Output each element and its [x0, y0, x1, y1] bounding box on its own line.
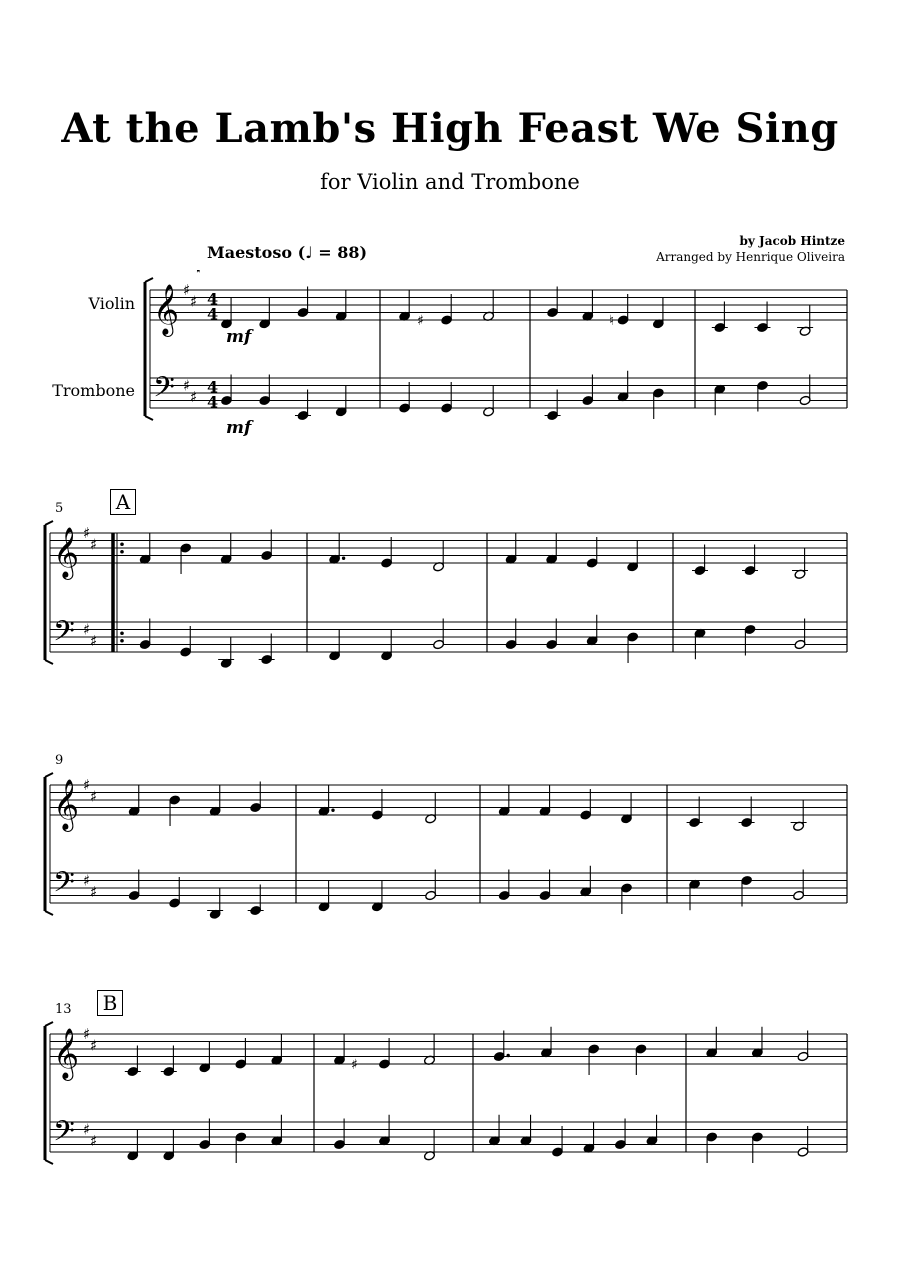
- time-signature-bottom: 4: [207, 392, 219, 412]
- sharp-icon: ♯: [83, 620, 91, 639]
- repeat-dot: [120, 550, 124, 554]
- natural-icon: ♮: [609, 313, 615, 329]
- bracket-bottom: [145, 416, 153, 420]
- tempo-marking: Maestoso (♩ = 88): [207, 243, 368, 262]
- down-bow-icon: [196, 271, 200, 273]
- treble-clef-icon: 𝄞: [153, 284, 180, 335]
- page-subtitle: for Violin and Trombone: [320, 170, 580, 194]
- repeat-dot: [120, 639, 124, 643]
- page-title: At the Lamb's High Feast We Sing: [61, 105, 839, 152]
- dot: [331, 809, 334, 812]
- dynamic-mf-violin: mf: [226, 327, 252, 347]
- sharp-icon: ♯: [90, 1036, 98, 1055]
- treble-clef-icon: 𝄞: [53, 1028, 80, 1079]
- sharp-icon: ♯: [183, 376, 191, 395]
- bracket-bottom: [45, 911, 53, 915]
- sharp-icon: ♯: [83, 1120, 91, 1139]
- time-signature-top: 4: [207, 289, 219, 309]
- treble-clef-icon: 𝄞: [53, 779, 80, 830]
- bass-clef-icon: 𝄢: [153, 371, 175, 411]
- treble-clef-icon: 𝄞: [53, 527, 80, 578]
- bracket-bottom: [45, 1160, 53, 1164]
- bracket-bottom: [45, 660, 53, 664]
- measure-number-5: 5: [55, 501, 64, 516]
- time-signature-top: 4: [207, 377, 219, 397]
- composer-credit: by Jacob Hintze: [739, 234, 845, 248]
- dot: [506, 1054, 509, 1057]
- rehearsal-mark-a: A: [110, 489, 136, 515]
- sharp-icon: ♯: [190, 387, 198, 406]
- bracket-top: [145, 278, 153, 282]
- sharp-icon: ♯: [90, 631, 98, 650]
- dynamic-mf-trombone: mf: [226, 418, 252, 438]
- time-signature-bottom: 4: [207, 304, 219, 324]
- sharp-icon: ♯: [90, 1131, 98, 1150]
- sharp-icon: ♯: [90, 787, 98, 806]
- bass-clef-icon: 𝄢: [53, 1115, 75, 1155]
- dot: [342, 557, 345, 560]
- sharp-icon: ♯: [83, 1025, 91, 1043]
- bracket-top: [45, 773, 53, 777]
- arranger-credit: Arranged by Henrique Oliveira: [656, 250, 845, 264]
- bass-clef-icon: 𝄢: [53, 866, 75, 906]
- sharp-icon: ♯: [190, 292, 198, 311]
- sharp-icon: ♯: [83, 776, 91, 794]
- sharp-icon: ♯: [183, 281, 191, 299]
- bracket-top: [45, 521, 53, 525]
- sharp-icon: ♯: [90, 882, 98, 901]
- repeat-dot: [120, 631, 124, 635]
- sharp-icon: ♯: [417, 313, 424, 329]
- bass-clef-icon: 𝄢: [53, 615, 75, 655]
- sharp-icon: ♯: [351, 1057, 358, 1073]
- sharp-icon: ♯: [83, 871, 91, 890]
- measure-number-13: 13: [55, 1002, 72, 1017]
- sharp-icon: ♯: [83, 524, 91, 542]
- sharp-icon: ♯: [90, 535, 98, 554]
- instrument-label-violin: Violin: [88, 294, 135, 313]
- repeat-dot: [120, 542, 124, 546]
- measure-number-9: 9: [55, 753, 64, 768]
- rehearsal-mark-b: B: [97, 990, 123, 1016]
- bracket-top: [45, 1022, 53, 1026]
- instrument-label-trombone: Trombone: [52, 381, 135, 400]
